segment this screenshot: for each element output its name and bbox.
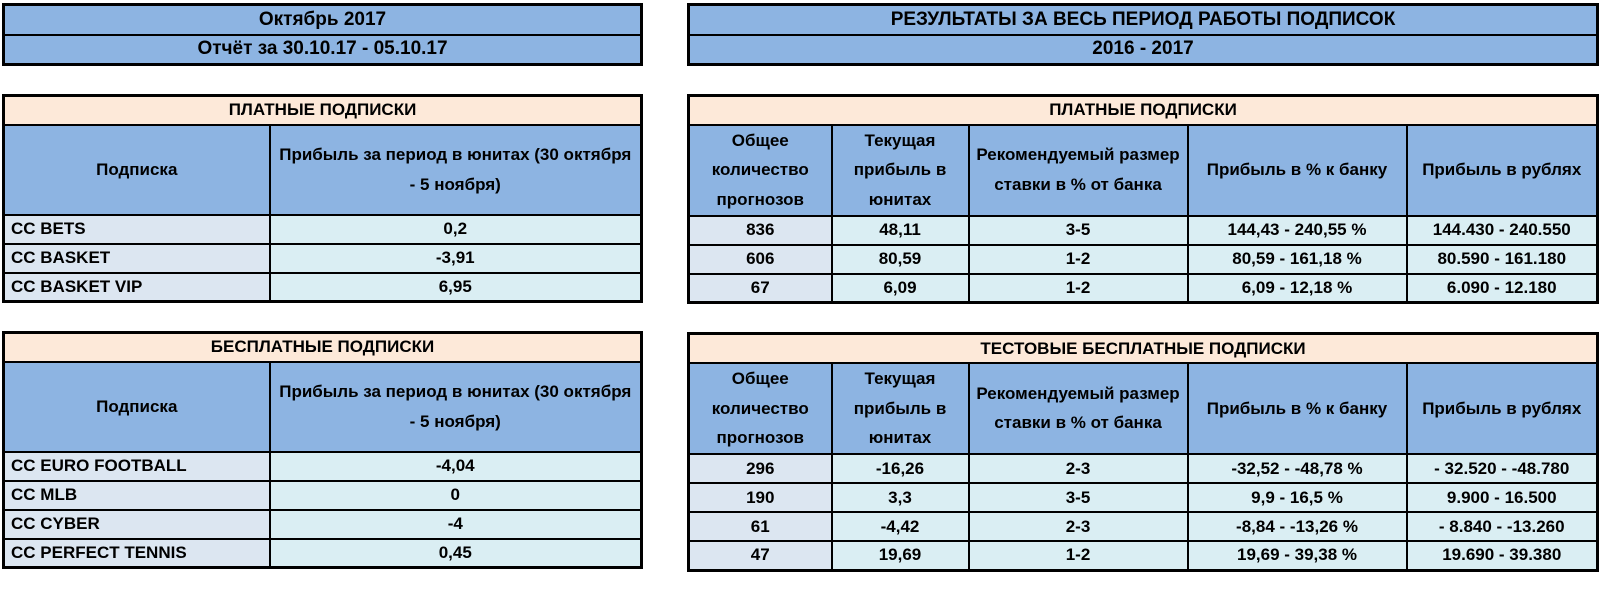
value-cell: -4 <box>270 510 642 539</box>
table-row <box>689 216 1598 245</box>
test-free-results-table <box>687 332 1599 571</box>
column-header: Прибыль в % к банку <box>1188 125 1407 216</box>
value-cell: 80.590 - 161.180 <box>1407 245 1598 274</box>
column-header: Рекомендуемый размер ставки в % от банка <box>969 363 1188 454</box>
value-cell: - 32.520 - -48.780 <box>1407 454 1598 483</box>
value-cell: 48,11 <box>832 216 969 245</box>
value-cell: - 8.840 - -13.260 <box>1407 512 1598 541</box>
value-cell: 0 <box>270 481 642 510</box>
column-header: Общее количество прогнозов <box>689 363 832 454</box>
column-header: Текущая прибыль в юнитах <box>832 363 969 454</box>
value-cell: 3,3 <box>832 483 969 512</box>
column-header: Подписка <box>4 362 270 452</box>
row-key-cell: 67 <box>689 274 832 303</box>
value-cell: -3,91 <box>270 244 642 273</box>
table-title-row <box>4 333 642 362</box>
value-cell: 6.090 - 12.180 <box>1407 274 1598 303</box>
results-title: РЕЗУЛЬТАТЫ ЗА ВЕСЬ ПЕРИОД РАБОТЫ ПОДПИСОК <box>689 5 1598 35</box>
value-cell: 6,95 <box>270 273 642 302</box>
table-row <box>4 510 642 539</box>
table-title-row <box>4 96 642 125</box>
value-cell: 3-5 <box>969 216 1188 245</box>
row-key-cell: 606 <box>689 245 832 274</box>
value-cell: -16,26 <box>832 454 969 483</box>
table-row <box>4 273 642 302</box>
value-cell: -32,52 - -48,78 % <box>1188 454 1407 483</box>
table-row <box>689 274 1598 303</box>
table-row <box>4 539 642 568</box>
row-key-cell: CC BASKET <box>4 244 270 273</box>
table-title: ТЕСТОВЫЕ БЕСПЛАТНЫЕ ПОДПИСКИ <box>689 334 1598 363</box>
row-key-cell: CC CYBER <box>4 510 270 539</box>
value-cell: 80,59 <box>832 245 969 274</box>
report-period: Отчёт за 30.10.17 - 05.10.17 <box>4 35 642 65</box>
table-title: БЕСПЛАТНЫЕ ПОДПИСКИ <box>4 333 642 362</box>
value-cell: 144.430 - 240.550 <box>1407 216 1598 245</box>
value-cell: 80,59 - 161,18 % <box>1188 245 1407 274</box>
table-row <box>4 215 642 244</box>
value-cell: 1-2 <box>969 274 1188 303</box>
column-header: Прибыль за период в юнитах (30 октября - 5 ноября) <box>270 362 642 452</box>
column-header: Прибыль за период в юнитах (30 октября - 5 ноября) <box>270 125 642 215</box>
value-cell: 6,09 <box>832 274 969 303</box>
value-cell: -4,04 <box>270 452 642 481</box>
row-key-cell: 190 <box>689 483 832 512</box>
row-key-cell: CC PERFECT TENNIS <box>4 539 270 568</box>
value-cell: 19,69 - 39,38 % <box>1188 541 1407 570</box>
table-row <box>689 245 1598 274</box>
row-key-cell: CC EURO FOOTBALL <box>4 452 270 481</box>
column-header-row <box>4 125 642 215</box>
value-cell: 19,69 <box>832 541 969 570</box>
column-header-row <box>689 363 1598 454</box>
column-header-row <box>4 362 642 452</box>
column-header-row <box>689 125 1598 216</box>
column-header: Общее количество прогнозов <box>689 125 832 216</box>
row-key-cell: 61 <box>689 512 832 541</box>
table-title-row <box>689 334 1598 363</box>
month-title: Октябрь 2017 <box>4 5 642 35</box>
value-cell: -4,42 <box>832 512 969 541</box>
column-header: Рекомендуемый размер ставки в % от банка <box>969 125 1188 216</box>
paid-subscriptions-table <box>2 94 643 303</box>
table-row <box>689 512 1598 541</box>
value-cell: 9,9 - 16,5 % <box>1188 483 1407 512</box>
value-cell: -8,84 - -13,26 % <box>1188 512 1407 541</box>
table-row <box>4 481 642 510</box>
row-key-cell: CC MLB <box>4 481 270 510</box>
table-title-row <box>689 96 1598 125</box>
value-cell: 9.900 - 16.500 <box>1407 483 1598 512</box>
right-section <box>687 3 1599 572</box>
free-subscriptions-table <box>2 331 643 569</box>
row-key-cell: 836 <box>689 216 832 245</box>
value-cell: 1-2 <box>969 541 1188 570</box>
paid-results-table <box>687 94 1599 304</box>
table-title: ПЛАТНЫЕ ПОДПИСКИ <box>4 96 642 125</box>
column-header: Прибыль в рублях <box>1407 363 1598 454</box>
results-years: 2016 - 2017 <box>689 35 1598 65</box>
value-cell: 3-5 <box>969 483 1188 512</box>
value-cell: 19.690 - 39.380 <box>1407 541 1598 570</box>
value-cell: 0,2 <box>270 215 642 244</box>
value-cell: 144,43 - 240,55 % <box>1188 216 1407 245</box>
value-cell: 2-3 <box>969 512 1188 541</box>
row-key-cell: CC BASKET VIP <box>4 273 270 302</box>
table-title: ПЛАТНЫЕ ПОДПИСКИ <box>689 96 1598 125</box>
value-cell: 6,09 - 12,18 % <box>1188 274 1407 303</box>
month-report-header <box>2 3 643 66</box>
column-header: Прибыль в рублях <box>1407 125 1598 216</box>
table-row <box>689 541 1598 570</box>
value-cell: 2-3 <box>969 454 1188 483</box>
row-key-cell: 296 <box>689 454 832 483</box>
table-row <box>4 244 642 273</box>
all-time-results-header <box>687 3 1599 66</box>
left-section <box>2 3 643 572</box>
row-key-cell: CC BETS <box>4 215 270 244</box>
table-row <box>689 483 1598 512</box>
table-row <box>689 454 1598 483</box>
value-cell: 0,45 <box>270 539 642 568</box>
column-header: Текущая прибыль в юнитах <box>832 125 969 216</box>
column-header: Прибыль в % к банку <box>1188 363 1407 454</box>
row-key-cell: 47 <box>689 541 832 570</box>
value-cell: 1-2 <box>969 245 1188 274</box>
table-row <box>4 452 642 481</box>
column-header: Подписка <box>4 125 270 215</box>
